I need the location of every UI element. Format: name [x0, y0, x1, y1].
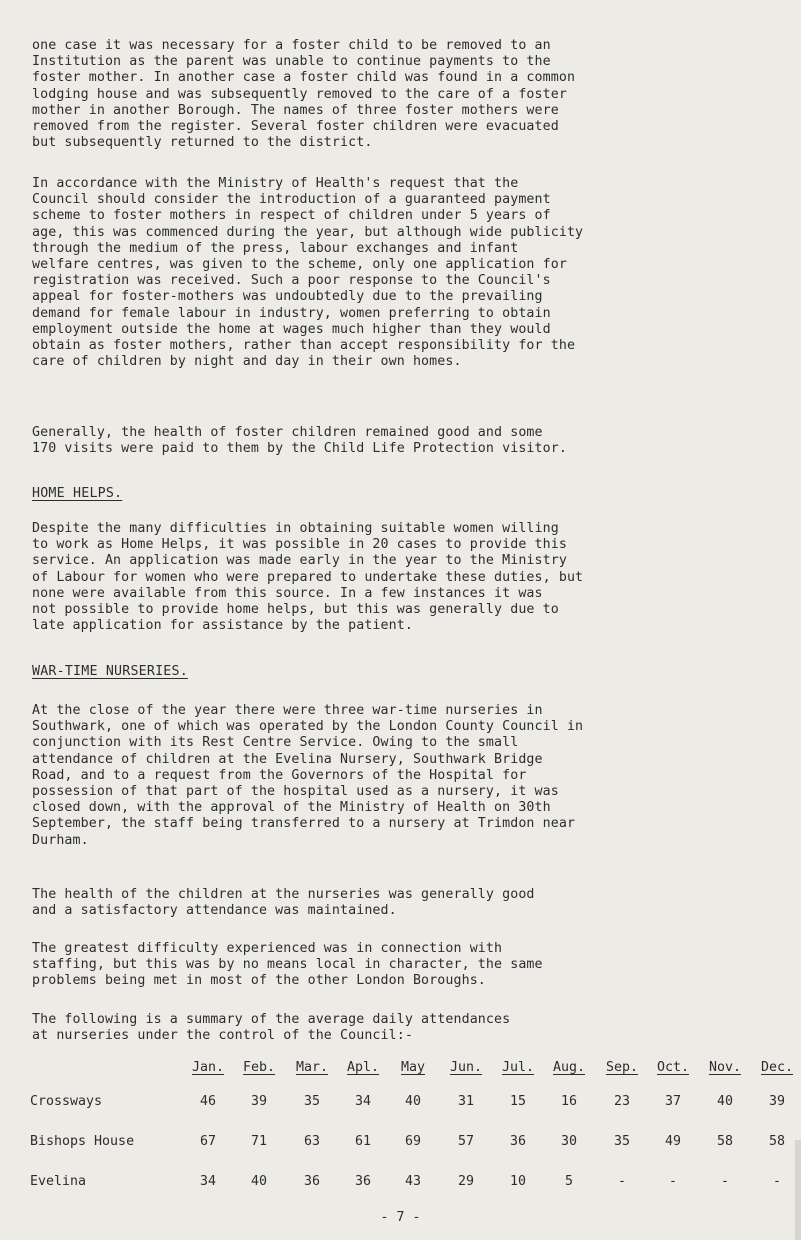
table-cell: 31 [457, 1094, 474, 1109]
table-cell: 40 [716, 1094, 733, 1109]
table-cell: 30 [560, 1134, 577, 1149]
table-cell: 61 [354, 1134, 371, 1149]
row-label: Evelina [30, 1174, 87, 1189]
table-cell: 34 [354, 1094, 371, 1109]
paragraph-foster-health: Generally, the health of foster children remained good and some 170 visits were paid to them by the Child Life Protection visitor. [32, 425, 567, 457]
table-cell: 67 [199, 1134, 216, 1149]
table-cell: 36 [509, 1134, 526, 1149]
month-header: Apl. [346, 1060, 380, 1075]
table-cell: 16 [560, 1094, 577, 1109]
table-cell: 10 [509, 1174, 526, 1189]
table-cell: 58 [716, 1134, 733, 1149]
table-cell: 49 [664, 1134, 681, 1149]
paragraph-nursery-health: The health of the children at the nurseries was generally good and a satisfactory attendance was maintained. [32, 887, 535, 919]
table-cell: 35 [303, 1094, 320, 1109]
month-header: Sep. [605, 1060, 639, 1075]
table-cell: - [772, 1174, 781, 1189]
paragraph-guaranteed-payment-scheme: In accordance with the Ministry of Health's request that the Council should consider the introduction of a guaranteed payment scheme to foster mothers in respect of children under 5 years of age, this was commenced during the year, but although wide publicity through the medium of the press, labour exchanges and infant welfare centres, was given to the scheme, only one application for registration was received. Such a poor response to the Council's appeal for foster-mothers was undoubtedly due to the prevailing demand for female labour in industry, women preferring to obtain employment outside the home at wages much higher than they would obtain as foster mothers, rather than accept responsibility for the care of children by night and day in their own homes. [32, 176, 584, 370]
table-cell: 46 [199, 1094, 216, 1109]
month-header: Jul. [501, 1060, 535, 1075]
table-cell: 37 [664, 1094, 681, 1109]
page-edge-shadow [795, 1140, 801, 1240]
table-cell: 57 [457, 1134, 474, 1149]
table-cell: 43 [404, 1174, 421, 1189]
table-cell: 58 [768, 1134, 785, 1149]
row-label: Crossways [30, 1094, 103, 1109]
table-cell: 34 [199, 1174, 216, 1189]
heading-war-time-nurseries: WAR-TIME NURSERIES. [32, 664, 188, 679]
month-header: Jan. [191, 1060, 225, 1075]
table-cell: 36 [303, 1174, 320, 1189]
table-cell: 63 [303, 1134, 320, 1149]
month-header: Oct. [656, 1060, 690, 1075]
paragraph-staffing: The greatest difficulty experienced was in connection with staffing, but this was by no means local in character, the same problems being met in most of the other London Boroughs. [32, 941, 543, 989]
attendance-table [30, 1060, 801, 1190]
table-cell: 23 [613, 1094, 630, 1109]
month-header: Feb. [242, 1060, 276, 1075]
month-header: Nov. [708, 1060, 742, 1075]
table-cell: 15 [509, 1094, 526, 1109]
month-header: Jun. [449, 1060, 483, 1075]
table-cell: 29 [457, 1174, 474, 1189]
paragraph-home-helps: Despite the many difficulties in obtaining suitable women willing to work as Home Helps, it was possible in 20 cases to provide this service. An application was made early in the year to the Ministry of Labour for women who were prepared to undertake these duties, but none were available from this source. In a few instances it was not possible to provide home helps, but this was generally due to late application for assistance by the patient. [32, 521, 584, 634]
table-row [30, 1134, 801, 1150]
table-cell: 39 [768, 1094, 785, 1109]
table-cell: 36 [354, 1174, 371, 1189]
table-cell: 40 [404, 1094, 421, 1109]
table-row [30, 1174, 801, 1190]
paragraph-foster-removals: one case it was necessary for a foster child to be removed to an Institution as the parent was unable to continue payments to the foster mother. In another case a foster child was found in a common lodging house and was subsequently removed to the care of a foster mother in another Borough. The names of three foster mothers were removed from the register. Several foster children were evacuated but subsequently returned to the district. [32, 38, 576, 151]
paragraph-attendance-summary-intro: The following is a summary of the average daily attendances at nurseries under the control of the Council:- [32, 1012, 511, 1044]
page-number: - 7 - [380, 1210, 421, 1225]
table-cell: 40 [250, 1174, 267, 1189]
heading-home-helps: HOME HELPS. [32, 486, 123, 501]
table-cell: 39 [250, 1094, 267, 1109]
table-cell: 5 [564, 1174, 573, 1189]
month-header: Mar. [295, 1060, 329, 1075]
month-header: May [400, 1060, 426, 1075]
paragraph-war-time-nurseries: At the close of the year there were three war-time nurseries in Southwark, one of which was operated by the London County Council in conjunction with its Rest Centre Service. Owing to the small attendance of children at the Evelina Nursery, Southwark Bridge Road, and to a request from the Governors of the Hospital for possession of that part of the hospital used as a nursery, it was closed down, with the approval of the Ministry of Health on 30th September, the staff being transferred to a nursery at Trimdon near Durham. [32, 703, 584, 848]
table-cell: 35 [613, 1134, 630, 1149]
month-header: Aug. [552, 1060, 586, 1075]
table-header-row [30, 1060, 801, 1076]
table-cell: - [720, 1174, 729, 1189]
table-cell: 69 [404, 1134, 421, 1149]
row-label: Bishops House [30, 1134, 135, 1149]
table-cell: 71 [250, 1134, 267, 1149]
table-cell: - [617, 1174, 626, 1189]
month-header: Dec. [760, 1060, 794, 1075]
table-row [30, 1094, 801, 1110]
table-cell: - [668, 1174, 677, 1189]
